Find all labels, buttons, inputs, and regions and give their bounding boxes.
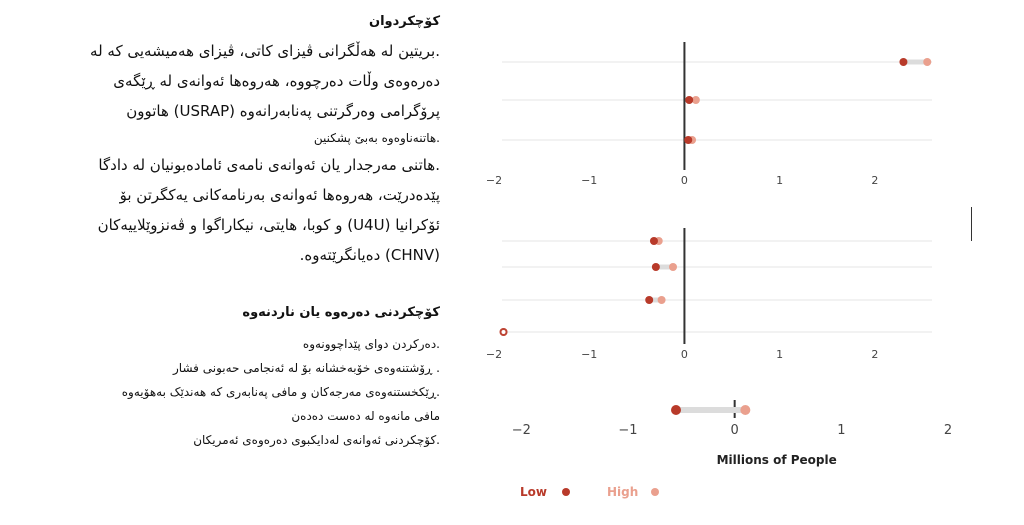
x-tick-label: −2 <box>485 174 503 187</box>
low-dot <box>899 58 907 66</box>
text-line: پێدەدرێت، هەروەها ئەوانەی بەرنامەکانی یەکگرتن بۆ <box>119 186 440 204</box>
x-tick-label: 1 <box>837 423 846 438</box>
low-dot <box>684 136 692 144</box>
low-dot <box>671 405 681 415</box>
legend-high-label: High <box>607 485 639 499</box>
departures-body <box>14 332 440 452</box>
high-dot <box>669 263 677 271</box>
text-line: .هاتنی مەرجدار یان ئەوانەی نامەی ئامادەبونیان لە دادگا <box>98 156 440 174</box>
text-line: . ڕۆشتنەوەی خۆبەخشانە بۆ لە ئەنجامی حەبونی فشار <box>173 361 440 375</box>
low-dot <box>685 96 693 104</box>
legend-high-dot <box>651 488 659 496</box>
high-dot <box>740 405 750 415</box>
x-tick-label: −2 <box>511 423 531 438</box>
x-tick-label: −1 <box>618 423 638 438</box>
x-tick-label: 2 <box>871 174 879 187</box>
text-cursor <box>971 207 972 241</box>
x-tick-label: −1 <box>581 174 598 187</box>
legend-low-dot <box>562 488 570 496</box>
section-heading: كۆچکردوان <box>368 14 440 29</box>
x-tick-label: −1 <box>581 348 598 361</box>
low-dot <box>652 263 660 271</box>
low-dot <box>645 296 653 304</box>
text-line: (CHNV) دەیانگرێتەوە. <box>299 246 440 264</box>
charts-area <box>462 0 1024 521</box>
text-section-departures <box>14 305 440 320</box>
x-tick-label: 0 <box>730 423 739 438</box>
text-line: .بریتین لە هەڵگرانی ڤیزای کاتی، ڤیزای هەمیشەیی کە لە <box>90 42 440 60</box>
text-line: .ڕێکخستنەوەی مەرجەکان و مافی پەنابەری کە هەندێک بەهۆیەوە <box>121 385 440 399</box>
x-tick-label: 0 <box>680 348 688 361</box>
text-line: پرۆگرامی وەرگرتنی پەنابەرانەوە (USRAP) هاتوون <box>126 102 440 120</box>
high-dot <box>658 296 666 304</box>
x-tick-label: 1 <box>776 348 784 361</box>
text-section-arrivals <box>14 14 440 29</box>
text-line: مافی مانەوە لە دەست دەدەن <box>291 409 440 423</box>
high-dot <box>923 58 931 66</box>
legend-low-label: Low <box>520 485 547 499</box>
text-line: دەرەوەی وڵات دەرچووە، هەروەها ئەوانەی لە ڕێگەی <box>113 72 440 90</box>
low-dot-center <box>502 330 506 334</box>
x-tick-label: 2 <box>871 348 879 361</box>
text-line: .کۆچکردنی ئەوانەی لەدایکبوی دەرەوەی ئەمریکان <box>193 433 440 447</box>
arrivals-body <box>14 36 440 270</box>
text-line: .دەرکردن دوای پێداچوونەوە <box>302 337 440 351</box>
x-tick-label: 2 <box>943 423 953 438</box>
x-tick-label: 0 <box>680 174 688 187</box>
dot-plot-charts <box>462 0 1024 521</box>
section-heading: کۆچکردنی دەرەوە یان ناردنەوە <box>242 305 440 320</box>
x-axis-label: Millions of People <box>716 453 837 467</box>
x-tick-label: 1 <box>776 174 784 187</box>
text-line: .هاتنەناوەوە بەبێ پشکنین <box>313 131 440 145</box>
x-tick-label: −2 <box>485 348 503 361</box>
low-dot <box>650 237 658 245</box>
text-line: ئۆکرانیا (U4U) و کوبا، هایتی، نیکاراگوا و ڤەنزوێلاییەکان <box>97 216 440 234</box>
